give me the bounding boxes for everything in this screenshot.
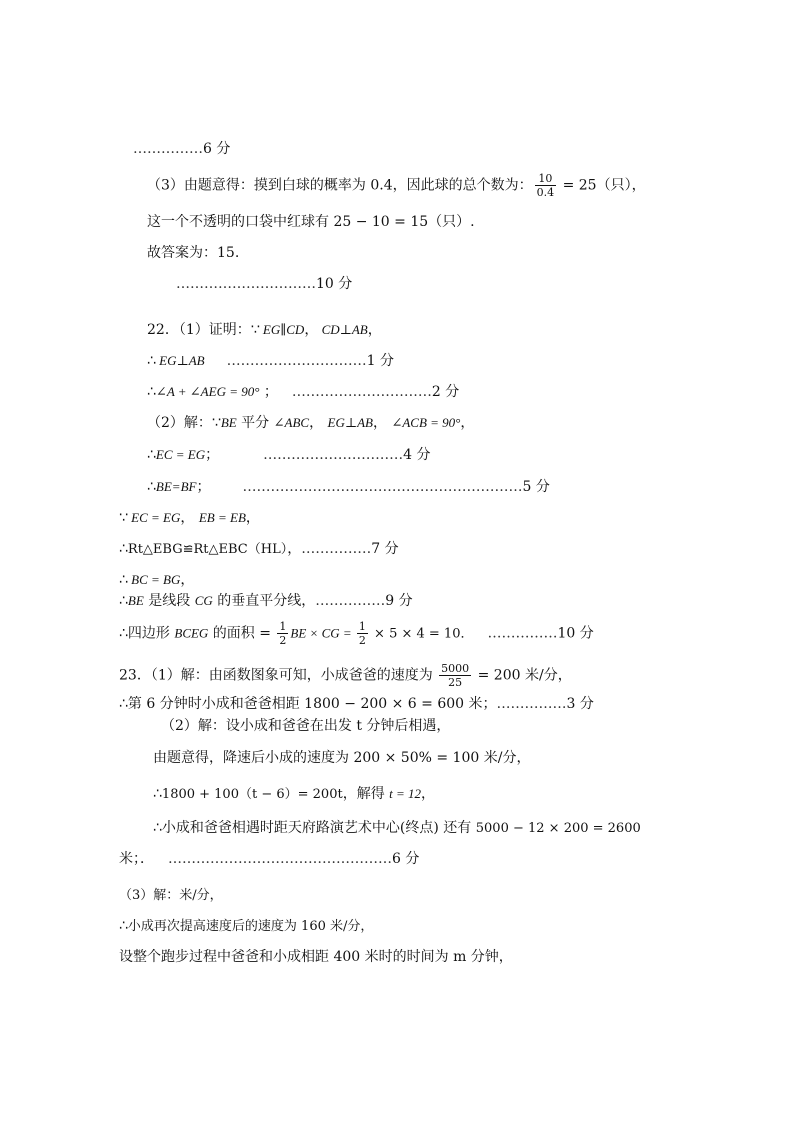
text: 小成和爸爸相遇时距天府路演艺术中心(终点) 还有	[161, 820, 476, 836]
therefore-symbol: ∴	[119, 572, 128, 588]
text: ，	[245, 510, 260, 526]
q22-step1	[147, 351, 394, 371]
red-ball-line	[147, 212, 475, 232]
q22-step10	[119, 620, 594, 647]
q22-bc-bg	[119, 570, 194, 590]
score: 6 分	[203, 141, 231, 157]
math: EB = EB	[198, 510, 246, 525]
text: （3）解：米/分，	[119, 888, 223, 903]
leader-dots: ……………	[496, 696, 567, 712]
math: BC = BG	[127, 572, 181, 587]
math: ∠ABC	[273, 415, 310, 430]
q23-step6	[119, 849, 419, 869]
text: ，	[309, 415, 328, 431]
denominator: 25	[448, 676, 463, 689]
text: 的面积 =	[208, 625, 276, 642]
leader-dots: …………………………	[263, 447, 404, 463]
text: ，	[304, 322, 319, 338]
text: 是线段	[143, 593, 195, 609]
score-line-10	[176, 274, 352, 294]
q22-part2	[147, 413, 474, 433]
score: 7 分	[371, 541, 399, 557]
therefore-symbol: ∴	[147, 353, 156, 369]
text: ；	[259, 384, 278, 400]
therefore-symbol: ∴	[147, 447, 156, 463]
therefore-symbol: ∴	[119, 593, 128, 609]
text: ，	[367, 322, 382, 338]
text: = 25（只），	[558, 177, 646, 194]
answer-line	[147, 243, 239, 263]
score: 6 分	[392, 851, 420, 867]
text: = 200 米/分，	[473, 667, 572, 684]
therefore-symbol: ∴	[119, 918, 128, 934]
text: 23．（1）解：由函数图象可知，小成爸爸的速度为	[119, 667, 438, 684]
part3-line	[147, 172, 646, 199]
q23-distance	[153, 818, 641, 839]
math: 1800 + 100（t − 6）= 200t	[161, 787, 343, 802]
therefore-symbol: ∴	[153, 820, 162, 836]
therefore-symbol: ∴	[153, 786, 162, 802]
math: Rt△EBG≌Rt△EBC（HL）	[127, 542, 288, 557]
q22-step7	[119, 539, 399, 560]
therefore-symbol: ∴	[119, 625, 128, 642]
math: BE × CG =	[290, 625, 355, 641]
math: EG⊥AB	[155, 353, 205, 368]
text: ；	[205, 447, 220, 463]
text: 22．（1）证明：	[147, 322, 251, 338]
math: CD⊥AB	[318, 322, 368, 337]
score: 2 分	[431, 384, 460, 400]
numerator: 5000	[441, 662, 470, 675]
leader-dots: …………………………………………	[168, 851, 392, 867]
score: 4 分	[403, 447, 431, 463]
text: 第 6 分钟时小成和爸爸相距 1800 − 200 × 6 = 600 米；	[127, 696, 497, 712]
denominator: 2	[279, 634, 287, 647]
text: 四边形	[127, 625, 175, 642]
leader-dots: …………………………	[176, 276, 316, 292]
math: CG	[194, 593, 213, 608]
math: ∠A + ∠AEG = 90°	[155, 384, 260, 399]
text: ，	[372, 415, 392, 431]
q23-part3	[119, 885, 223, 906]
math: BE=BF	[155, 479, 197, 494]
text: 由题意得，降速后小成的速度为 200 × 50% = 100 米/分，	[153, 750, 531, 766]
fraction	[277, 620, 288, 647]
fraction	[357, 620, 368, 647]
text: ，	[180, 510, 199, 526]
q23-part1	[119, 662, 572, 689]
leader-dots: …………………………	[226, 353, 367, 369]
denominator: 2	[358, 634, 366, 647]
q23-step3	[119, 694, 594, 714]
text: 的垂直平分线，	[212, 593, 316, 609]
therefore-symbol: ∴	[147, 479, 156, 495]
q22-part1	[147, 320, 382, 340]
text: 平分	[236, 415, 274, 431]
text: 设整个跑步过程中爸爸和小成相距 400 米时的时间为 m 分钟，	[119, 949, 513, 965]
q22-step5	[147, 477, 550, 497]
text: ，	[460, 415, 475, 431]
therefore-symbol: ∴	[147, 384, 156, 400]
q23-setup	[119, 947, 513, 967]
math: EG⊥AB	[327, 415, 373, 430]
numerator: 1	[279, 620, 287, 633]
score: 9 分	[385, 593, 413, 609]
text: ；	[196, 479, 211, 495]
math: BE	[220, 415, 237, 430]
therefore-symbol: ∴	[119, 541, 128, 557]
text: ，	[421, 786, 436, 802]
q22-because2	[119, 508, 260, 528]
score: 10 分	[557, 625, 594, 642]
math: BCEG	[174, 625, 209, 641]
text: ，	[287, 541, 302, 557]
math: EG∥CD	[259, 322, 305, 337]
text: ，解得	[342, 786, 390, 802]
text: 小成再次提高速度后的速度为 160 米/分，	[127, 919, 374, 934]
score: 10 分	[316, 276, 353, 292]
q23-speed	[153, 748, 530, 768]
q23-part2	[161, 716, 450, 736]
math: BE	[127, 593, 144, 608]
q23-equation	[153, 784, 435, 805]
text: 这一个不透明的口袋中红球有 25 − 10 = 15（只）.	[147, 214, 475, 230]
text: （3）由题意得：摸到白球的概率为 0.4，因此球的总个数为：	[147, 177, 533, 194]
q22-step4	[147, 445, 431, 465]
because-symbol: ∵	[250, 322, 260, 338]
q23-new-speed	[119, 916, 373, 937]
q22-step2	[147, 382, 459, 402]
math: × 5 × 4 = 10．	[369, 626, 474, 642]
leader-dots: ……………	[301, 541, 372, 557]
math: ∠ACB = 90°	[391, 415, 461, 430]
score: 1 分	[366, 353, 394, 369]
text: （2）解：设小成和爸爸在出发 t 分钟后相遇，	[161, 718, 451, 734]
score: 5 分	[522, 479, 550, 495]
denominator: 0.4	[536, 186, 555, 199]
score-line-6	[133, 139, 230, 159]
text: 故答案为：15.	[147, 245, 240, 261]
leader-dots: ……………………………………………………	[242, 479, 523, 495]
because-symbol: ∵	[119, 510, 128, 526]
therefore-symbol: ∴	[119, 696, 128, 712]
score: 3 分	[566, 696, 594, 712]
math: EC = EG	[155, 447, 206, 462]
math: EC = EG	[127, 510, 181, 525]
math: t = 12	[389, 786, 422, 801]
fraction	[535, 172, 557, 199]
q22-step9	[119, 591, 413, 611]
numerator: 1	[358, 620, 366, 633]
because-symbol: ∵	[211, 415, 221, 431]
text: ，	[180, 572, 195, 588]
math: 5000 − 12 × 200 = 2600	[475, 821, 641, 836]
numerator: 10	[535, 172, 557, 186]
fraction	[439, 662, 471, 689]
text: 米；．	[119, 851, 154, 867]
leader-dots: ……………	[315, 593, 386, 609]
text: （2）解：	[147, 415, 212, 431]
leader-dots: ……………	[487, 625, 558, 642]
leader-dots: …………………………	[291, 384, 432, 400]
leader-dots: ……………	[133, 141, 203, 157]
